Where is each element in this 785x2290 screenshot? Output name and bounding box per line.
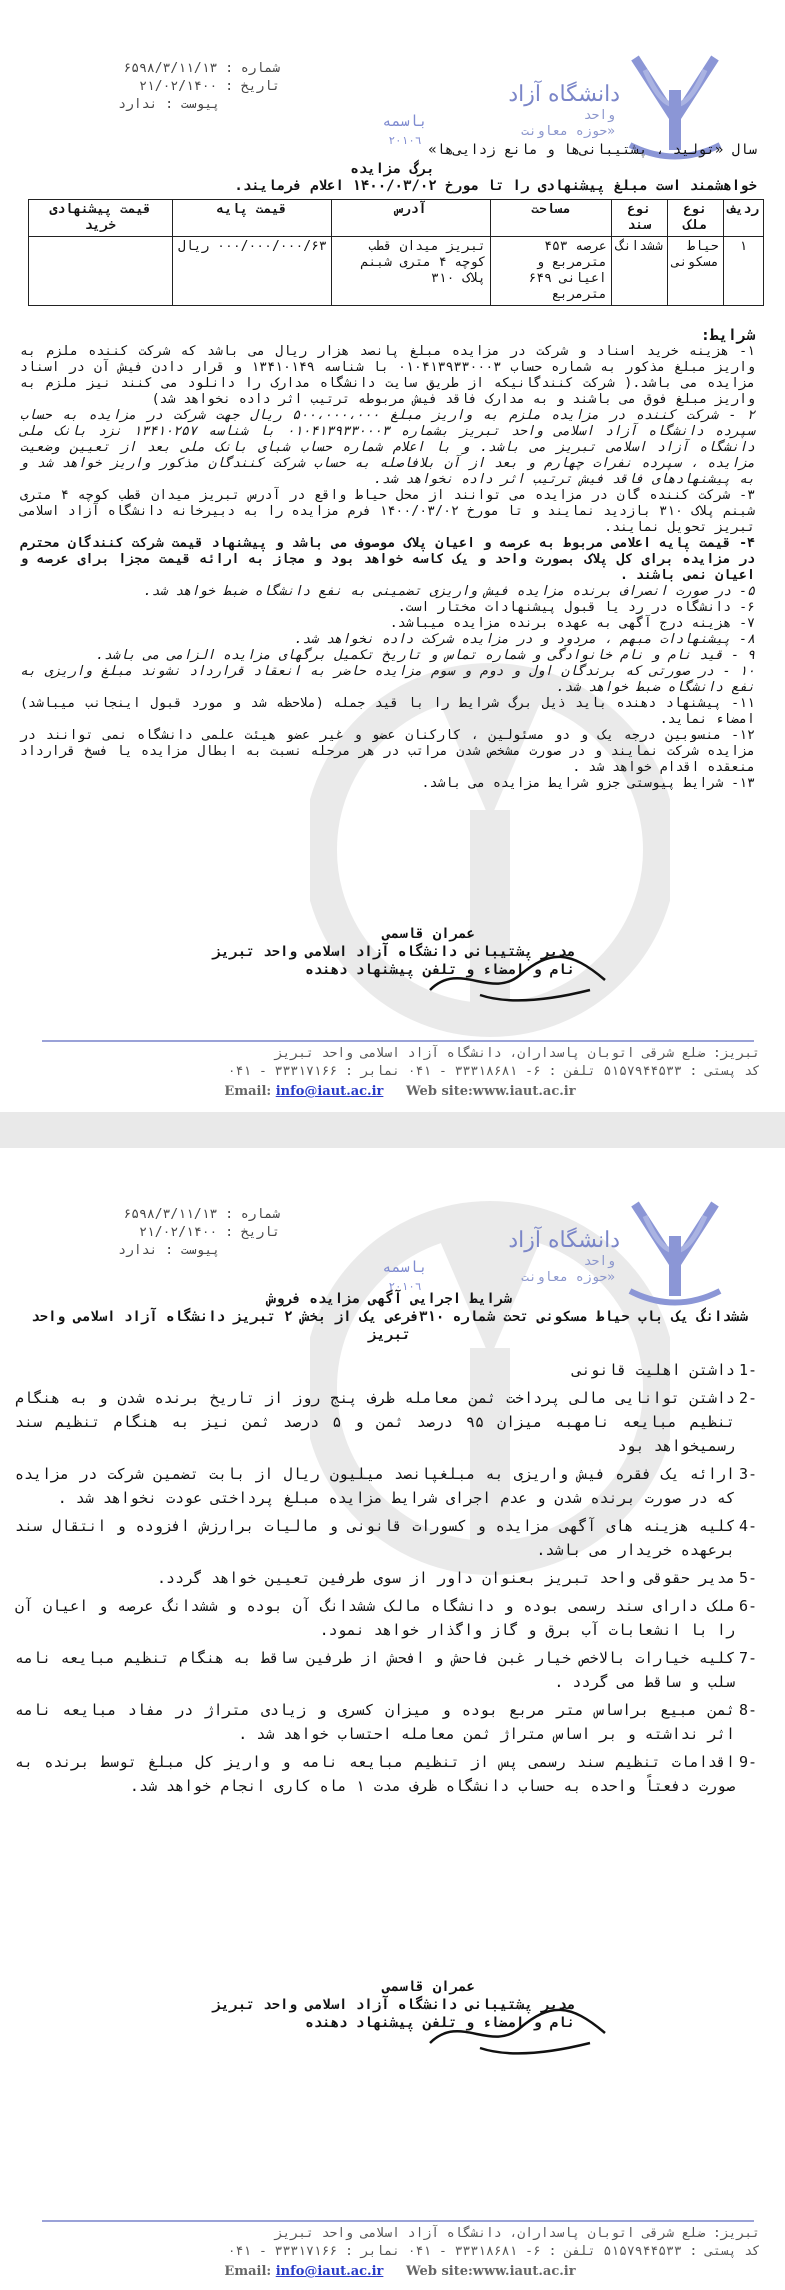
website-link[interactable]: www.iaut.ac.ir (472, 2264, 576, 2279)
form-intro: خواهشمند است مبلغ پیشنهادی را تا مورخ ۱۴۰۰/۰۳/۰۲ اعلام فرمایند. (234, 178, 757, 194)
col-property-type: نوع ملک (667, 200, 723, 237)
email-link[interactable]: info@iaut.ac.ir (275, 2264, 384, 2279)
table-row: ۱ حیاط مسکونی ششدانگ عرصه ۴۵۳ مترمربع و اعیانی ۶۴۹ مترمربع تبریز میدان قطب کوچه ۴ متری شبنم پلاک ۳۱۰ ۰۰۰/۰۰۰/۰۰۰/۶۳ ریال (29, 237, 764, 306)
col-row: ردیف (723, 200, 763, 237)
list-item: -1 داشتن اهلیت قانونی (572, 1361, 757, 1379)
letter-page-1 (0, 0, 785, 1112)
footer-address: تبریز: ضلع شرقی اتوبان پاسداران، دانشگاه آزاد اسلامی واحد تبریز (274, 2226, 760, 2241)
col-base-price: قیمت پایه (172, 200, 331, 237)
form-title: برگ مزایده (350, 161, 435, 177)
letter-date: تاریخ : ۲۱/۰۲/۱۴۰۰ (139, 1225, 280, 1240)
condition-item: ۷- هزینه درج آگهی به عهده برنده مزایده میباشد. (389, 616, 755, 631)
executive-terms-title: شرایط اجرایی آگهی مزایده فروش (267, 1291, 512, 1307)
conditions-list (20, 344, 755, 792)
condition-item: ۵- در صورت انصراف برنده مزایده فیش واریزی تضمینی به نفع دانشگاه ضبط خواهد شد. (143, 584, 755, 599)
footer-links: Email: info@iaut.ac.ir Web site:www.iaut.ac.ir (224, 1084, 576, 1099)
list-item: -4 کلیه هزینه های آگهی مزایده و کسورات قانونی و مالیات برارزش افزوده و انتقال سند برعهده خریدار می باشد. (15, 1517, 757, 1559)
condition-item: ۱۲- منسوبین درجه یک و دو مسئولین ، کارکنان عضو و غیر عضو هیئت علمی دانشگاه نمی توانند در مزایده شرکت نمایند و در صورت مشخص شدن مراتب در هر مرحله نسبت به ابطال مزایده یا فسخ قرارداد منعقده اقدام خواهد شد . (20, 728, 755, 775)
condition-item: ۳- شرکت کننده گان در مزایده می توانند از محل حیاط واقع در آدرس تبریز میدان قطب کوچه ۴ متری شبنم پلاک ۳۱۰ بازدید نمایند و تا مورخ ۱۴۰۰/۰۳/۰۲ فرم مزایده را به دبیرخانه دانشگاه آزاد اسلامی تبریز تحویل نمایند. (20, 488, 756, 535)
letter-page-2 (0, 1148, 785, 2290)
list-item: -8 ثمن مبیع براساس متر مربع بوده و میزان کسری و زیادی متراژ در مفاد مبایعه نامه اثر نداشته و بر اساس متراژ ثمن معامله احتساب خواهد شد . (15, 1701, 757, 1743)
signatory-name: عمران قاسمی (382, 926, 475, 942)
condition-item: ۴- قیمت پایه اعلامی مربوط به عرصه و اعیان پلاک موصوف می باشد و پیشنهاد قیمت شرکت کنندگان محترم در مزایده برای کل پلاک بصورت واحد و یک کاسه خواهد بود و مجاز به ارائه قیمت مجزا برای عرصه و اعیان نمی باشند . (20, 536, 755, 583)
offer-price-field[interactable] (29, 237, 173, 306)
year-slogan: سال «تولید ، پشتیبانی‌ها و مانع زدایی‌ها» (428, 142, 757, 158)
list-item: -9 اقدامات تنظیم سند رسمی پس از تنظیم مبایعه نامه و واریز کل مبلغ توسط برنده به صورت دفعتاً واحده به حساب دانشگاه ظرف مدت ۱ ماه کاری انجام خواهد شد. (15, 1753, 757, 1795)
list-item: -2 داشتن توانایی مالی پرداخت ثمن معامله ظرف پنج روز از تاریخ برنده شدن و به هنگام تنظیم مبایعه نامهبه میزان ۹۵ درصد ثمن و ۵ درصد ثمن نیز به هنگام تنظیم سند رسمیخواهد بود (15, 1389, 757, 1455)
letter-date: تاریخ : ۲۱/۰۲/۱۴۰۰ (139, 79, 280, 94)
footer-address: تبریز: ضلع شرقی اتوبان پاسداران، دانشگاه آزاد اسلامی واحد تبریز (274, 1046, 760, 1061)
signature-icon (420, 940, 620, 1010)
col-deed-type: نوع سند (611, 200, 667, 237)
signatory-title: مدیر پشتیبانی دانشگاه آزاد اسلامی واحد تبریز (212, 1997, 575, 2013)
university-name: دانشگاه آزاد (508, 1228, 620, 1253)
letter-meta (80, 60, 280, 114)
condition-item: ۸- پیشنهادات مبهم ، مردود و در مزایده شرکت داده نخواهد شد. (294, 632, 755, 647)
footer-divider (42, 1040, 754, 1042)
condition-item: ۱۱- پیشنهاد دهنده باید ذیل برگ شرایط را با قید جمله (ملاحظه شد و مورد قبول اینجانب میباشد) امضاء نماید. (20, 696, 755, 727)
university-unit: واحد «حوزه معاونت (521, 108, 615, 139)
list-item: -7 کلیه خیارات بالاخص خیار غبن فاحش و افحش از طرفین ساقط به هنگام تنظیم مبایعه نامه سلب و ساقط می گردد . (15, 1649, 757, 1691)
letter-number: شماره : ۶۵۹۸/۳/۱۱/۱۳ (123, 1207, 280, 1222)
signatory-title: مدیر پشتیبانی دانشگاه آزاد اسلامی واحد تبریز (212, 944, 575, 960)
email-link[interactable]: info@iaut.ac.ir (275, 1084, 384, 1099)
col-address: آدرس (331, 200, 490, 237)
conditions-title: شرایط: (700, 326, 755, 344)
condition-item: ۱۳- شرایط پیوستی جزو شرایط مزایده می باشد. (421, 776, 755, 791)
executive-terms-subtitle: ششدانگ یک باب حیاط مسکونی تحت شماره ۳۱۰فرعی یک از بخش ۲ تبریز دانشگاه آزاد اسلامی واحد تبریز (31, 1309, 748, 1343)
list-item: -6 ملک دارای سند رسمی بوده و دانشگاه مالک ششدانگ آن بوده و ششدانگ عرصه و اعیان آن را با انشعابات آب برق و گاز واگذار خواهد نمود. (15, 1597, 757, 1639)
bidder-signature-label: نام و امضاء و تلفن پیشنهاد دهنده (305, 2015, 575, 2031)
letter-attachment: پیوست : ندارد (118, 97, 220, 112)
table-header-row (29, 200, 764, 237)
col-offer-price: قیمت پیشنهادی خرید (29, 200, 173, 237)
bismillah-stamp: باسمه ٢٠١٠٦ (382, 1258, 428, 1293)
bidder-signature-label: نام و امضاء و تلفن پیشنهاد دهنده (305, 962, 575, 978)
university-name: دانشگاه آزاد (508, 82, 620, 107)
list-item: -3 ارائه یک فقره فیش واریزی به مبلغپانصد میلیون ریال از بابت تضمین شرکت در مزایده که در صورت برنده شدن و عدم اجرای شرایط مزایده مبلغ پرداختی عودت نخواهد شد . (15, 1465, 757, 1507)
condition-item: ۶- دانشگاه در رد یا قبول پیشنهادات مختار است. (397, 600, 755, 615)
condition-item: ۹ - قید نام و نام خانوادگی و شماره تماس و تاریخ تکمیل برگهای مزایده الزامی می باشد. (96, 648, 755, 663)
signatory-name: عمران قاسمی (382, 1979, 475, 1995)
letter-attachment: پیوست : ندارد (118, 1243, 220, 1258)
footer-links: Email: info@iaut.ac.ir Web site:www.iaut.ac.ir (224, 2264, 576, 2279)
list-item: -5 مدیر حقوقی واحد تبریز بعنوان داور از سوی طرفین تعیین خواهد گردد. (157, 1569, 757, 1587)
condition-item: ۲ - شرکت کننده در مزایده ملزم به واریز مبلغ ۵۰۰،۰۰۰،۰۰۰ ریال جهت شرکت در مزایده به حساب سپرده دانشگاه آزاد اسلامی واحد تبریز بشماره ۰۱۰۴۱۳۹۳۳۰۰۰۳ با شناسه ۱۳۴۱۰۲۵۷ نزد بانک ملی دانشگاه آزاد اسلامی تبریز می باشد. و با اعلام شماره حساب شبای بانک ملی بعد از تعیین وضعیت مزایده ، سپرده نفرات چهارم و بعد از آن بلافاصله به حساب شرکت کنندگان مذکور واریز خواهد شد و به پیشنهادهای فاقد فیش ترتیب اثر داده نخواهد شد. (20, 408, 755, 487)
signature-icon (420, 1993, 620, 2063)
condition-item: ۱- هزینه خرید اسناد و شرکت در مزایده مبلغ پانصد هزار ریال می باشد که شرکت کننده ملزم به واریز مبلغ مذکور به شماره حساب ۰۱۰۴۱۳۹۳۳۰۰۰۳ با شناسه ۱۳۴۱۰۱۴۹ و قرار دادن فیش آن در اسناد مزایده می باشد.( شرکت کنندگانیکه از طریق سایت دانشگاه مدارک را دانلود می کنند نیز ملزم به واریز مبلغ فوق می باشند و به مدارک فاقد فیش مربوطه ترتیب اثر داده نخواهد شد) (20, 344, 755, 407)
letter-meta (80, 1206, 280, 1260)
col-area: مساحت (490, 200, 611, 237)
executive-terms-list (15, 1358, 757, 1802)
letter-number: شماره : ۶۵۹۸/۳/۱۱/۱۳ (123, 61, 280, 76)
bismillah-stamp: باسمه ٢٠١٠٦ (382, 112, 428, 147)
footer-divider (42, 2220, 754, 2222)
footer-contact: کد پستی : ۵۱۵۷۹۴۴۵۳۳ تلفن : ۶- ۳۳۳۱۸۶۸۱ - ۰۴۱ نمابر : ۳۳۳۱۷۱۶۶ - ۰۴۱ (227, 2244, 760, 2259)
footer-contact: کد پستی : ۵۱۵۷۹۴۴۵۳۳ تلفن : ۶- ۳۳۳۱۸۶۸۱ - ۰۴۱ نمابر : ۳۳۳۱۷۱۶۶ - ۰۴۱ (227, 1064, 760, 1079)
university-unit: واحد «حوزه معاونت (521, 1254, 615, 1285)
auction-table (28, 199, 764, 306)
website-link[interactable]: www.iaut.ac.ir (472, 1084, 576, 1099)
condition-item: ۱۰ - در صورتی که برندگان اول و دوم و سوم مزایده حاضر به انعقاد قرارداد نشوند مبلغ واریزی به نفع دانشگاه ضبط خواهد شد. (20, 664, 755, 695)
